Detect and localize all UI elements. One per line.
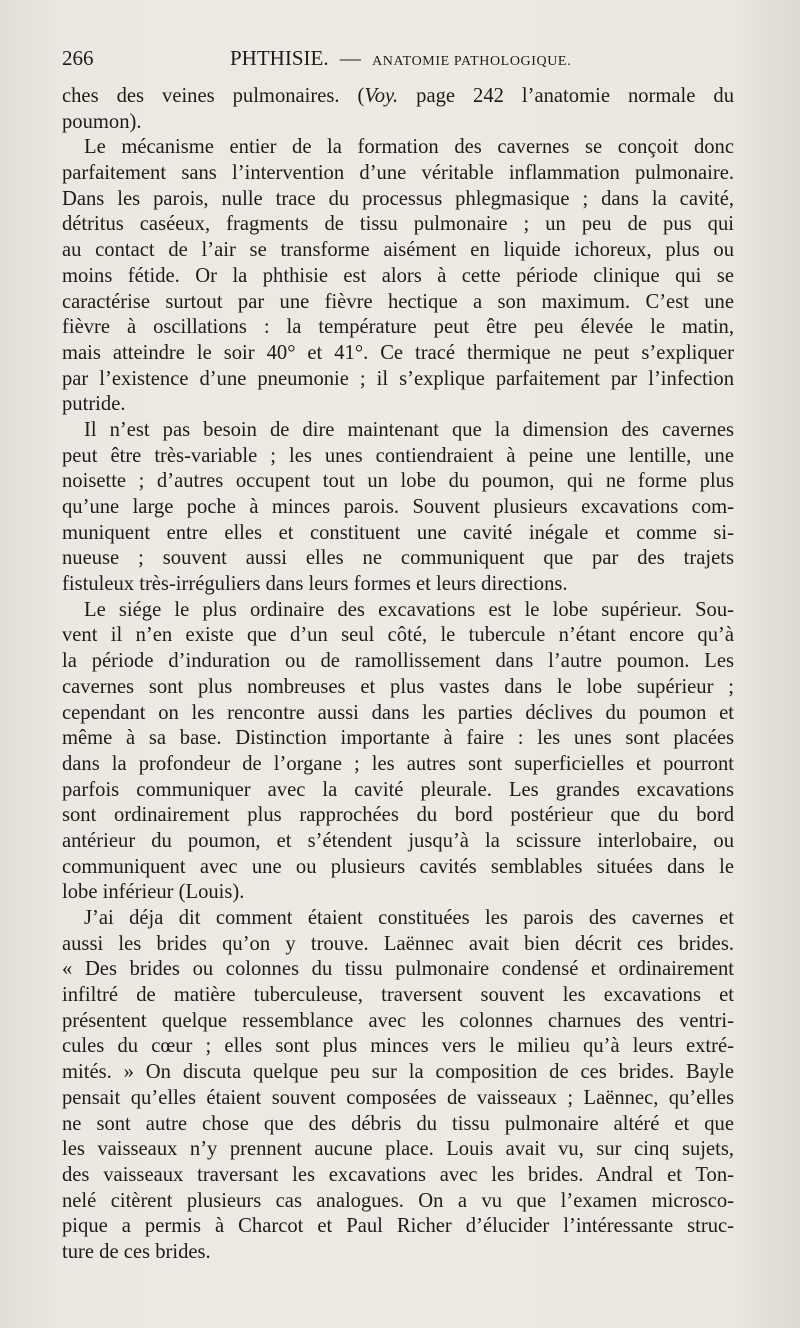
text-line <box>62 212 734 238</box>
text-line-content: sont ordinairement plus rapprochées du bord postérieur que du bord <box>62 804 734 827</box>
text-line <box>62 701 734 727</box>
text-line <box>62 1137 734 1163</box>
text-line <box>62 1060 734 1086</box>
text-line-content: lobe inférieur (Louis). <box>62 881 245 904</box>
text-line-content: poumon). <box>62 110 142 133</box>
text-line-content: ches des veines pulmonaires. ( <box>62 85 365 107</box>
text-line <box>62 880 734 906</box>
text-line-content: nelé citèrent plusieurs cas analogues. On a vu que l’examen microsco- <box>62 1189 734 1212</box>
text-line-content: la période d’induration ou de ramollissement dans l’autre poumon. Les <box>62 650 734 673</box>
text-line-content: mais atteindre le soir 40° et 41°. Ce tracé thermique ne peut s’expliquer <box>62 341 734 364</box>
text-line-continuation: page 242 l’anatomie normale du <box>398 85 734 107</box>
text-line <box>62 598 734 624</box>
body-text <box>62 84 734 1266</box>
text-line <box>62 778 734 804</box>
text-line <box>62 546 734 572</box>
text-line <box>62 290 734 316</box>
text-line <box>62 161 734 187</box>
text-line <box>62 264 734 290</box>
text-line <box>62 649 734 675</box>
text-line <box>62 855 734 881</box>
text-line-content: Il n’est pas besoin de dire maintenant que la dimension des cavernes <box>84 418 734 441</box>
text-line-content: dans la profondeur de l’organe ; les autres sont superficielles et pourront <box>62 752 734 775</box>
text-line-content: vent il n’en existe que d’un seul côté, le tubercule n’étant encore qu’à <box>62 624 734 647</box>
text-line <box>62 726 734 752</box>
text-line <box>62 521 734 547</box>
text-line <box>62 1163 734 1189</box>
text-line-content: par l’existence d’une pneumonie ; il s’explique parfaitement par l’infection <box>62 367 734 390</box>
text-line <box>62 187 734 213</box>
text-line-content: muniquent entre elles et constituent une cavité inégale et comme si- <box>62 521 734 544</box>
running-title <box>230 46 571 71</box>
text-line <box>62 983 734 1009</box>
text-line-content: au contact de l’air se transforme aisément en liquide ichoreux, plus ou <box>62 239 734 262</box>
text-line-content: ture de ces brides. <box>62 1240 211 1263</box>
text-line <box>62 1240 734 1266</box>
title-dash: — <box>339 46 361 70</box>
text-line-content: aussi les brides qu’on y trouve. Laënnec avait bien décrit ces brides. <box>62 932 734 955</box>
text-line <box>62 623 734 649</box>
text-line <box>62 1189 734 1215</box>
text-line <box>62 469 734 495</box>
text-line <box>62 418 734 444</box>
text-line-content: « Des brides ou colonnes du tissu pulmonaire condensé et ordinairement <box>62 958 734 981</box>
text-line <box>62 1214 734 1240</box>
text-line <box>62 572 734 598</box>
section-subtitle: ANATOMIE PATHOLOGIQUE. <box>372 54 572 69</box>
text-line-content: fistuleux très-irréguliers dans leurs formes et leurs directions. <box>62 573 568 596</box>
text-line <box>62 238 734 264</box>
text-line-content: J’ai déja dit comment étaient constituées les parois des cavernes et <box>84 907 734 929</box>
text-line <box>62 829 734 855</box>
text-line <box>62 341 734 367</box>
chapter-title: PHTHISIE. <box>230 46 329 70</box>
text-line-content: cependant on les rencontre aussi dans les parties déclives du poumon et <box>62 701 734 724</box>
text-line-content: infiltré de matière tuberculeuse, traversent souvent les excavations et <box>62 984 734 1007</box>
text-line-content: moins fétide. Or la phthisie est alors à cette période clinique qui se <box>62 264 734 287</box>
text-line <box>62 752 734 778</box>
text-line-content: Dans les parois, nulle trace du processus phlegmasique ; dans la cavité, <box>62 187 734 210</box>
text-line-content: caractérise surtout par une fièvre hectique a son maximum. C’est une <box>62 290 734 313</box>
text-line <box>62 1086 734 1112</box>
text-line <box>62 110 734 136</box>
text-line-content: des vaisseaux traversant les excavations avec les brides. Andral et Ton- <box>62 1163 734 1186</box>
text-line <box>62 675 734 701</box>
text-line <box>62 84 734 110</box>
text-line-content: communiquent avec une ou plusieurs cavités semblables situées dans le <box>62 855 734 878</box>
text-line-content: cavernes sont plus nombreuses et plus vastes dans le lobe supérieur ; <box>62 675 734 698</box>
text-line-content: présentent quelque ressemblance avec les colonnes charnues des ventri- <box>62 1009 734 1032</box>
text-line-content: mités. » On discuta quelque peu sur la composition de ces brides. Bayle <box>62 1061 734 1084</box>
text-line-content: les vaisseaux n’y prennent aucune place. Louis avait vu, sur cinq sujets, <box>62 1138 734 1161</box>
text-line <box>62 932 734 958</box>
text-line-content: parfois communiquer avec la cavité pleurale. Les grandes excavations <box>62 778 734 801</box>
text-line <box>62 135 734 161</box>
text-line-content: pique a permis à Charcot et Paul Richer d’élucider l’intéressante struc- <box>62 1215 734 1238</box>
text-line-content: Le mécanisme entier de la formation des cavernes se conçoit donc <box>84 136 734 159</box>
text-line <box>62 315 734 341</box>
running-head <box>62 46 738 76</box>
text-line-content: cules du cœur ; elles sont plus minces vers le milieu qu’à leurs extré- <box>62 1035 734 1058</box>
text-line <box>62 906 734 932</box>
text-line <box>62 1034 734 1060</box>
text-line-content: qu’une large poche à minces parois. Souvent plusieurs excavations com- <box>62 496 734 518</box>
text-line <box>62 957 734 983</box>
page-number: 266 <box>62 46 94 70</box>
text-line <box>62 803 734 829</box>
text-line <box>62 367 734 393</box>
text-line-content: noisette ; d’autres occupent tout un lobe du poumon, qui ne forme plus <box>62 470 734 493</box>
text-line-content: putride. <box>62 393 126 416</box>
text-line <box>62 1009 734 1035</box>
text-line-content: peut être très-variable ; les unes contiendraient à peine une lentille, une <box>62 444 734 467</box>
text-line <box>62 392 734 418</box>
text-line-content: Le siége le plus ordinaire des excavations est le lobe supérieur. Sou- <box>84 598 734 621</box>
italic-reference: Voy. <box>364 85 399 107</box>
text-line-content: ne sont autre chose que des débris du tissu pulmonaire altéré et que <box>62 1112 734 1135</box>
text-line-content: même à sa base. Distinction importante à faire : les unes sont placées <box>62 727 734 750</box>
text-line-content: détritus caséeux, fragments de tissu pulmonaire ; un peu de pus qui <box>62 213 734 236</box>
text-line <box>62 1112 734 1138</box>
text-line-content: nueuse ; souvent aussi elles ne communiquent que par des trajets <box>62 547 734 570</box>
text-line <box>62 495 734 521</box>
text-line-content: antérieur du poumon, et s’étendent jusqu’à la scissure interlobaire, ou <box>62 829 734 852</box>
text-line-content: parfaitement sans l’intervention d’une véritable inflammation pulmonaire. <box>62 162 734 185</box>
text-line-content: fièvre à oscillations : la température peut être peu élevée le matin, <box>62 316 734 339</box>
text-line-content: pensait qu’elles étaient souvent composées de vaisseaux ; Laënnec, qu’elles <box>62 1086 734 1109</box>
text-line <box>62 444 734 470</box>
